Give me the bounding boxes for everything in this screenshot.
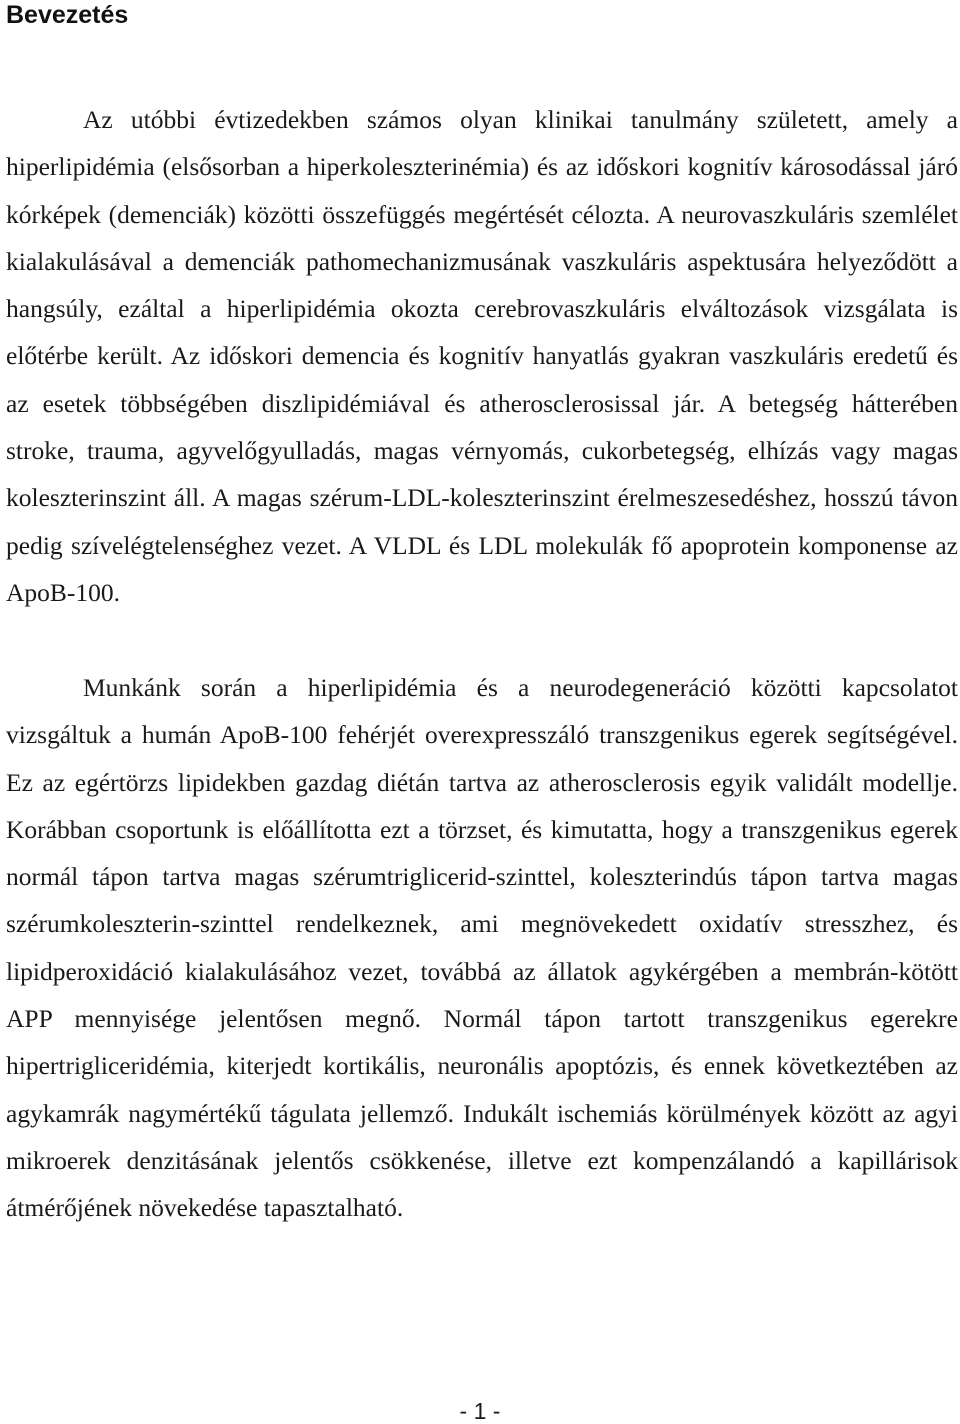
paragraph-2: Munkánk során a hiperlipidémia és a neurodegeneráció közötti kapcsolatot vizsgáltuk a humán ApoB-100 fehérjét overexpresszáló transzgenikus egerek segítségével. Ez az egértörzs lipidekben gazdag diétán tartva az atherosclerosis egyik validált modellje. Korábban csoportunk is előállította ezt a törzset, és kimutatta, hogy a transzgenikus egerek normál tápon tartva magas szérumtriglicerid-szinttel, koleszterindús tápon tartva magas szérumkoleszterin-szinttel rendelkeznek, ami megnövekedett oxidatív stresszhez, és lipidperoxidáció kialakulásához vezet, továbbá az állatok agykérgében a membrán-kötött APP mennyisége jelentősen megnő. Normál tápon tartott transzgenikus egerekre hipertrigliceridémia, kiterjedt kortikális, neuronális apoptózis, és ennek következtében az agykamrák nagymértékű tágulata jellemző. Indukált ischemiás körülmények között az agyi mikroerek denzitásának jelentős csökkenése, illetve ezt kompenzálandó a kapillárisok átmérőjének növekedése tapasztalható. <box>6 673 958 1223</box>
paragraph-1: Az utóbbi évtizedekben számos olyan klinikai tanulmány született, amely a hiperlipidémia (elsősorban a hiperkoleszterinémia) és az időskori kognitív károsodással járó kórképek (demenciák) közötti összefüggés megértését célozta. A neurovaszkuláris szemlélet kialakulásával a demenciák pathomechanizmusának vaszkuláris aspektusára helyeződött a hangsúly, ezáltal a hiperlipidémia okozta cerebrovaszkuláris elváltozások vizsgálata is előtérbe került. Az időskori demencia és kognitív hanyatlás gyakran vaszkuláris eredetű és az esetek többségében diszlipidémiával és atherosclerosissal jár. A betegség hátterében stroke, trauma, agyvelőgyulladás, magas vérnyomás, cukorbetegség, elhízás vagy magas koleszterinszint áll. A magas szérum-LDL-koleszterinszint érelmeszesedéshez, hosszú távon pedig szívelégtelenséghez vezet. A VLDL és LDL molekulák fő apoprotein komponense az ApoB-100. <box>6 105 958 607</box>
section-heading: Bevezetés <box>6 1 129 29</box>
page-number: - 1 - <box>459 1398 501 1424</box>
